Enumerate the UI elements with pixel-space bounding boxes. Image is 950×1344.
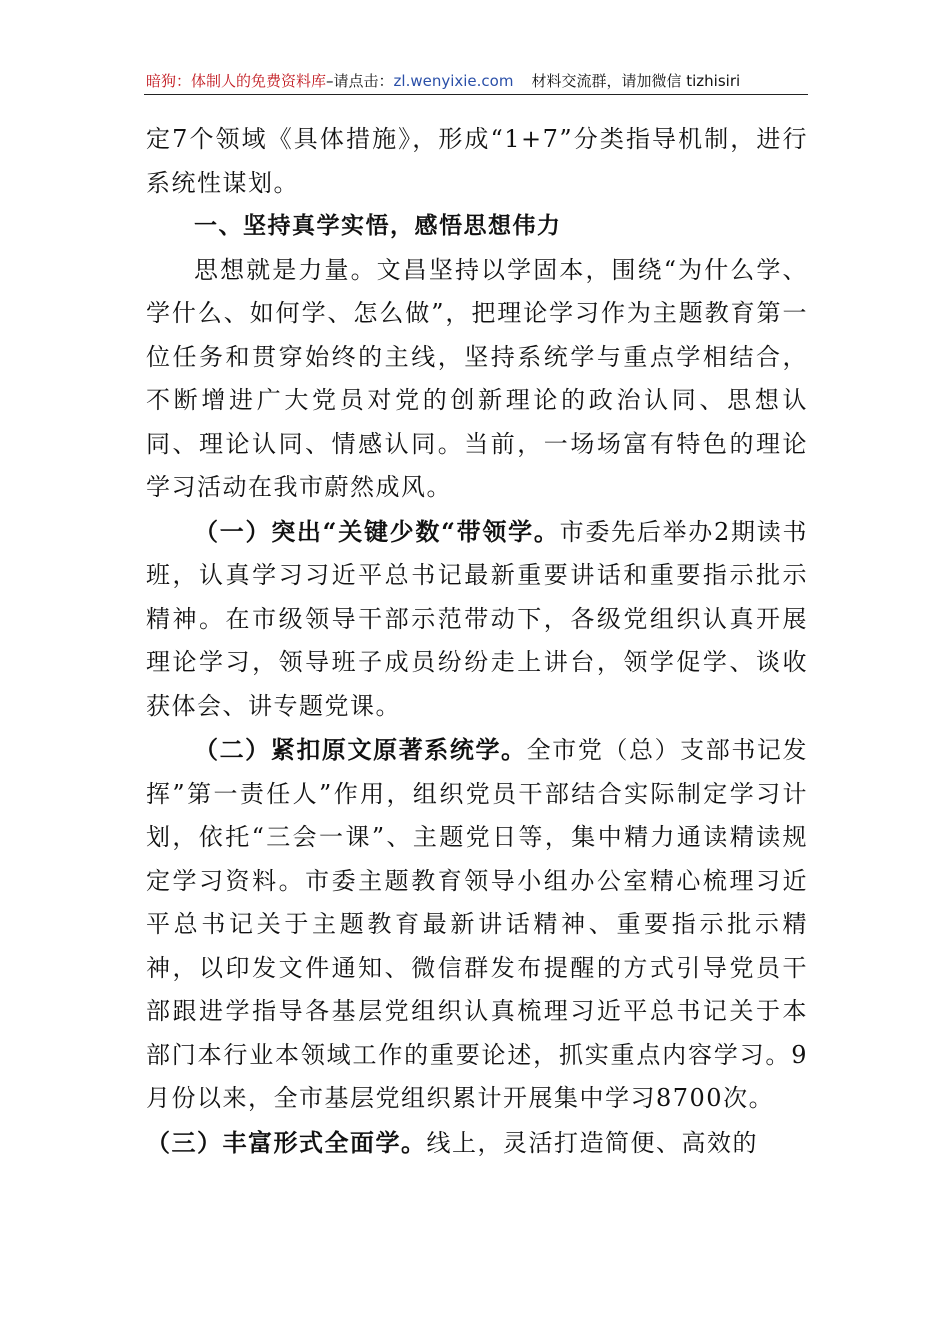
header-prompt: –请点击： (326, 72, 394, 90)
document-header (146, 70, 806, 94)
intro-tail-paragraph: 定7个领域《具体措施》，形成“1+7”分类指导机制，进行系统性谋划。 (146, 125, 808, 197)
item-3-lead: （三）丰富形式全面学。 (146, 1127, 427, 1157)
item-1-text: 市委先后举办2期读书班，认真学习习近平总书记最新重要讲话和重要指示批示精神。在市级领导干部示范带动下，各级党组织认真开展理论学习，领导班子成员纷纷走上讲台，领学促学、谈收获体会、讲专题党课。 (146, 517, 808, 720)
section-1-paragraph: 思想就是力量。文昌坚持以学固本，围绕“为什么学、学什么、如何学、怎么做”，把理论学习作为主题教育第一位任务和贯穿始终的主线，坚持系统学与重点学相结合，不断增进广大党员对党的创新理论的政治认同、思想认同、理论认同、情感认同。当前，一场场富有特色的理论学习活动在我市蔚然成风。 (146, 255, 808, 501)
section-1-heading: 一、坚持真学实悟，感悟思想伟力 (194, 213, 562, 239)
item-2-lead: （二）紧扣原文原著系统学。 (194, 735, 527, 764)
item-1-paragraph (146, 510, 808, 729)
header-divider (144, 94, 808, 95)
item-2-paragraph (146, 728, 808, 1121)
header-brand: 暗狗：体制人的免费资料库 (146, 72, 327, 90)
item-3-text: 线上，灵活打造简便、高效的 (426, 1128, 758, 1157)
header-url-link[interactable]: zl.wenyixie.com (393, 72, 514, 90)
item-2-text: 全市党（总）支部书记发挥”第一责任人”作用，组织党员干部结合实际制定学习计划，依托“三会一课”、主题党日等，集中精力通读精读规定学习资料。市委主题教育领导小组办公室精心梳理习近平总书记关于主题教育最新讲话精神、重要指示批示精神，以印发文件通知、微信群发布提醒的方式引导党员干部跟进学指导各基层党组织认真梳理习近平总书记关于本部门本行业本领域工作的重要论述，抓实重点内容学习。9月份以来，全市基层党组织累计开展集中学习8700次。 (146, 736, 809, 1112)
document-body (146, 118, 808, 1165)
item-1-lead: （一）突出“关键少数“带领学。 (194, 516, 560, 546)
header-wechat: 材料交流群，请加微信 tizhisiri (531, 72, 741, 90)
item-3-paragraph (146, 1121, 808, 1166)
